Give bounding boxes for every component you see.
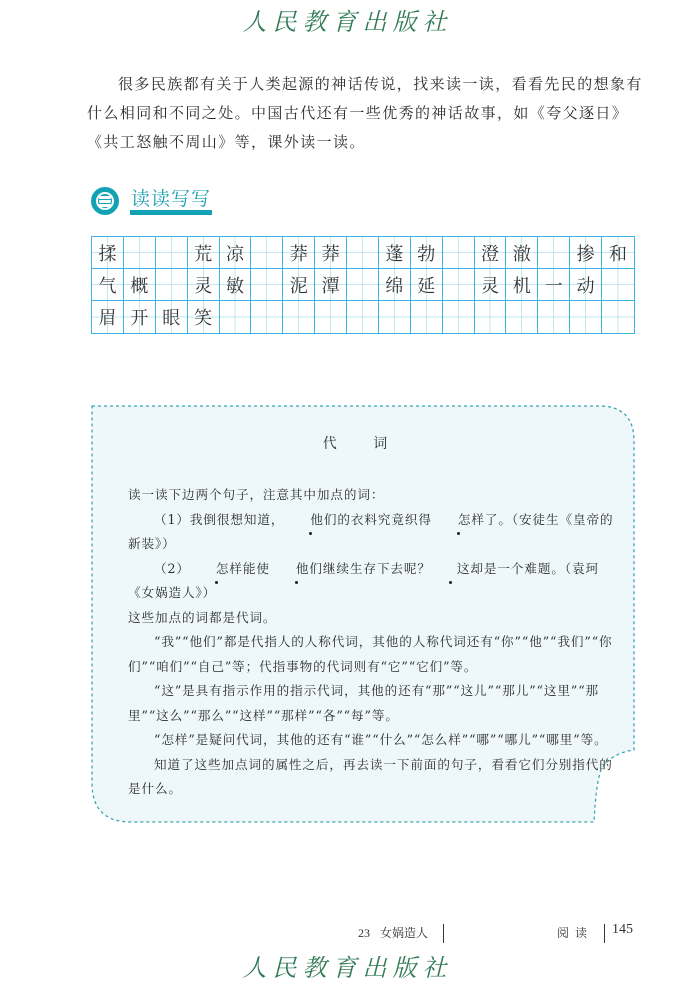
dotted-word: 怎样 (190, 557, 243, 582)
grid-cell (411, 269, 443, 301)
lesson-title: 女娲造人 (380, 926, 429, 940)
grid-cell (602, 301, 634, 333)
grid-cell (251, 301, 283, 333)
grid-character: 澄 (481, 243, 500, 265)
grid-cell (124, 301, 156, 333)
grid-character: 眉 (98, 308, 117, 329)
grid-cell (570, 269, 602, 301)
grid-cell (475, 301, 507, 333)
grid-character: 掺 (576, 243, 595, 265)
grid-cell (443, 301, 475, 333)
grid-character: 泥 (289, 275, 308, 297)
word-writing-grid (91, 236, 635, 334)
footer-lesson (358, 924, 428, 941)
grid-cell (443, 269, 475, 301)
section-underline (130, 210, 212, 215)
grid-cell (283, 269, 315, 301)
grid-character: 和 (609, 243, 628, 265)
grid-character: 气 (98, 275, 117, 297)
example-sentence-1: （1）我倒很想知道， 他们的衣料究竟织得 怎样了。（安徒生《皇帝的新装》） (128, 508, 621, 557)
grid-cell (347, 269, 379, 301)
grid-character: 莽 (289, 243, 308, 265)
grid-cell (220, 269, 252, 301)
grid-cell (347, 301, 379, 333)
grid-cell (315, 269, 347, 301)
grid-cell (156, 269, 188, 301)
grid-cell (379, 301, 411, 333)
grid-character: 绵 (385, 275, 404, 297)
grid-character: 动 (576, 275, 595, 297)
example-sentence-2: （2） 怎样能使 他们继续生存下去呢？ 这却是一个难题。（袁珂《女娲造人》） (128, 557, 621, 606)
unit-label: 阅读 (557, 926, 594, 940)
grid-cell (538, 269, 570, 301)
grid-character: 勃 (417, 243, 436, 265)
grid-cell (411, 237, 443, 269)
grid-character: 一 (544, 275, 563, 297)
grid-cell (475, 237, 507, 269)
section-title: 读读写写 (131, 188, 212, 210)
dotted-word: 这 (431, 557, 471, 582)
box-title: 代 词 (322, 436, 404, 452)
publisher-logo-header: 人民教育出版社 (242, 8, 453, 36)
grid-character: 凉 (225, 243, 244, 265)
section-three-icon (91, 187, 119, 215)
grid-cell (602, 237, 634, 269)
grid-character: 莽 (321, 243, 340, 265)
lesson-number: 23 (358, 926, 370, 940)
grid-cell (251, 269, 283, 301)
grid-character: 笑 (194, 308, 213, 329)
box-paragraph-3: “这”是具有指示作用的指示代词，其他的还有“那”“这儿”“那儿”“这里”“那里”“这么”“那么”“这样”“那样”“各”“每”等。 (128, 683, 600, 723)
grid-cell (156, 237, 188, 269)
grid-character: 敏 (225, 275, 244, 297)
grid-character: 揉 (98, 243, 117, 265)
grid-character: 荒 (194, 243, 213, 265)
footer-divider (443, 924, 444, 943)
grid-character: 澈 (512, 243, 531, 265)
intro-paragraph (87, 70, 647, 157)
page-number: 145 (612, 922, 633, 937)
box-intro-line: 读一读下边两个句子，注意其中加点的词： (128, 487, 385, 502)
grid-cell (411, 301, 443, 333)
grid-cell (220, 237, 252, 269)
dotted-word: 他们 (270, 557, 323, 582)
box-paragraph-1: 这些加点的词都是代词。 (128, 609, 277, 625)
grid-character: 眼 (162, 308, 181, 329)
box-paragraph-5: 知道了这些加点词的属性之后，再去读一下前面的句子，看看它们分别指代的是什么。 (128, 756, 613, 796)
grid-cell (379, 237, 411, 269)
grid-character: 蓬 (385, 243, 404, 265)
grid-character: 灵 (194, 275, 213, 297)
grid-cell (315, 301, 347, 333)
knowledge-box (91, 405, 635, 823)
grid-cell (506, 301, 538, 333)
grid-character: 延 (417, 275, 436, 297)
grid-cell (92, 301, 124, 333)
grid-cell (124, 269, 156, 301)
dotted-word: 怎样 (432, 508, 485, 533)
grid-cell (92, 237, 124, 269)
footer-divider (604, 924, 605, 943)
grid-cell (188, 269, 220, 301)
grid-cell (124, 237, 156, 269)
grid-cell (538, 301, 570, 333)
grid-cell (156, 301, 188, 333)
grid-cell (570, 237, 602, 269)
grid-cell (506, 237, 538, 269)
grid-cell (283, 301, 315, 333)
grid-cell (188, 301, 220, 333)
grid-cell (379, 269, 411, 301)
grid-character: 灵 (481, 275, 500, 297)
grid-cell (443, 237, 475, 269)
grid-cell (570, 301, 602, 333)
grid-cell (188, 237, 220, 269)
grid-cell (602, 269, 634, 301)
box-paragraph-2: “我”“他们”都是代指人的人称代词，其他的人称代词还有“你”“他”“我们”“你们”“咱们”“自己”等；代指事物的代词则有“它”“它们”等。 (128, 634, 613, 674)
grid-character: 机 (512, 275, 531, 297)
grid-cell (92, 269, 124, 301)
publisher-logo-footer: 人民教育出版社 (242, 954, 453, 982)
box-body (128, 483, 621, 802)
grid-cell (283, 237, 315, 269)
grid-cell (506, 269, 538, 301)
dotted-word: 他们 (284, 508, 337, 533)
grid-character: 开 (130, 308, 149, 329)
box-paragraph-4: “怎样”是疑问代词，其他的还有“谁”“什么”“怎么样”“哪”“哪儿”“哪里”等。 (154, 732, 608, 747)
grid-cell (220, 301, 252, 333)
grid-cell (538, 237, 570, 269)
grid-cell (347, 237, 379, 269)
grid-character: 潭 (321, 275, 340, 297)
intro-text: 很多民族都有关于人类起源的神话传说，找来读一读，看看先民的想象有什么相同和不同之处。中国古代还有一些优秀的神话故事，如《夸父逐日》《共工怒触不周山》等，课外读一读。 (87, 75, 643, 151)
grid-cell (475, 269, 507, 301)
grid-cell (315, 237, 347, 269)
grid-character: 概 (130, 275, 149, 297)
grid-cell (251, 237, 283, 269)
